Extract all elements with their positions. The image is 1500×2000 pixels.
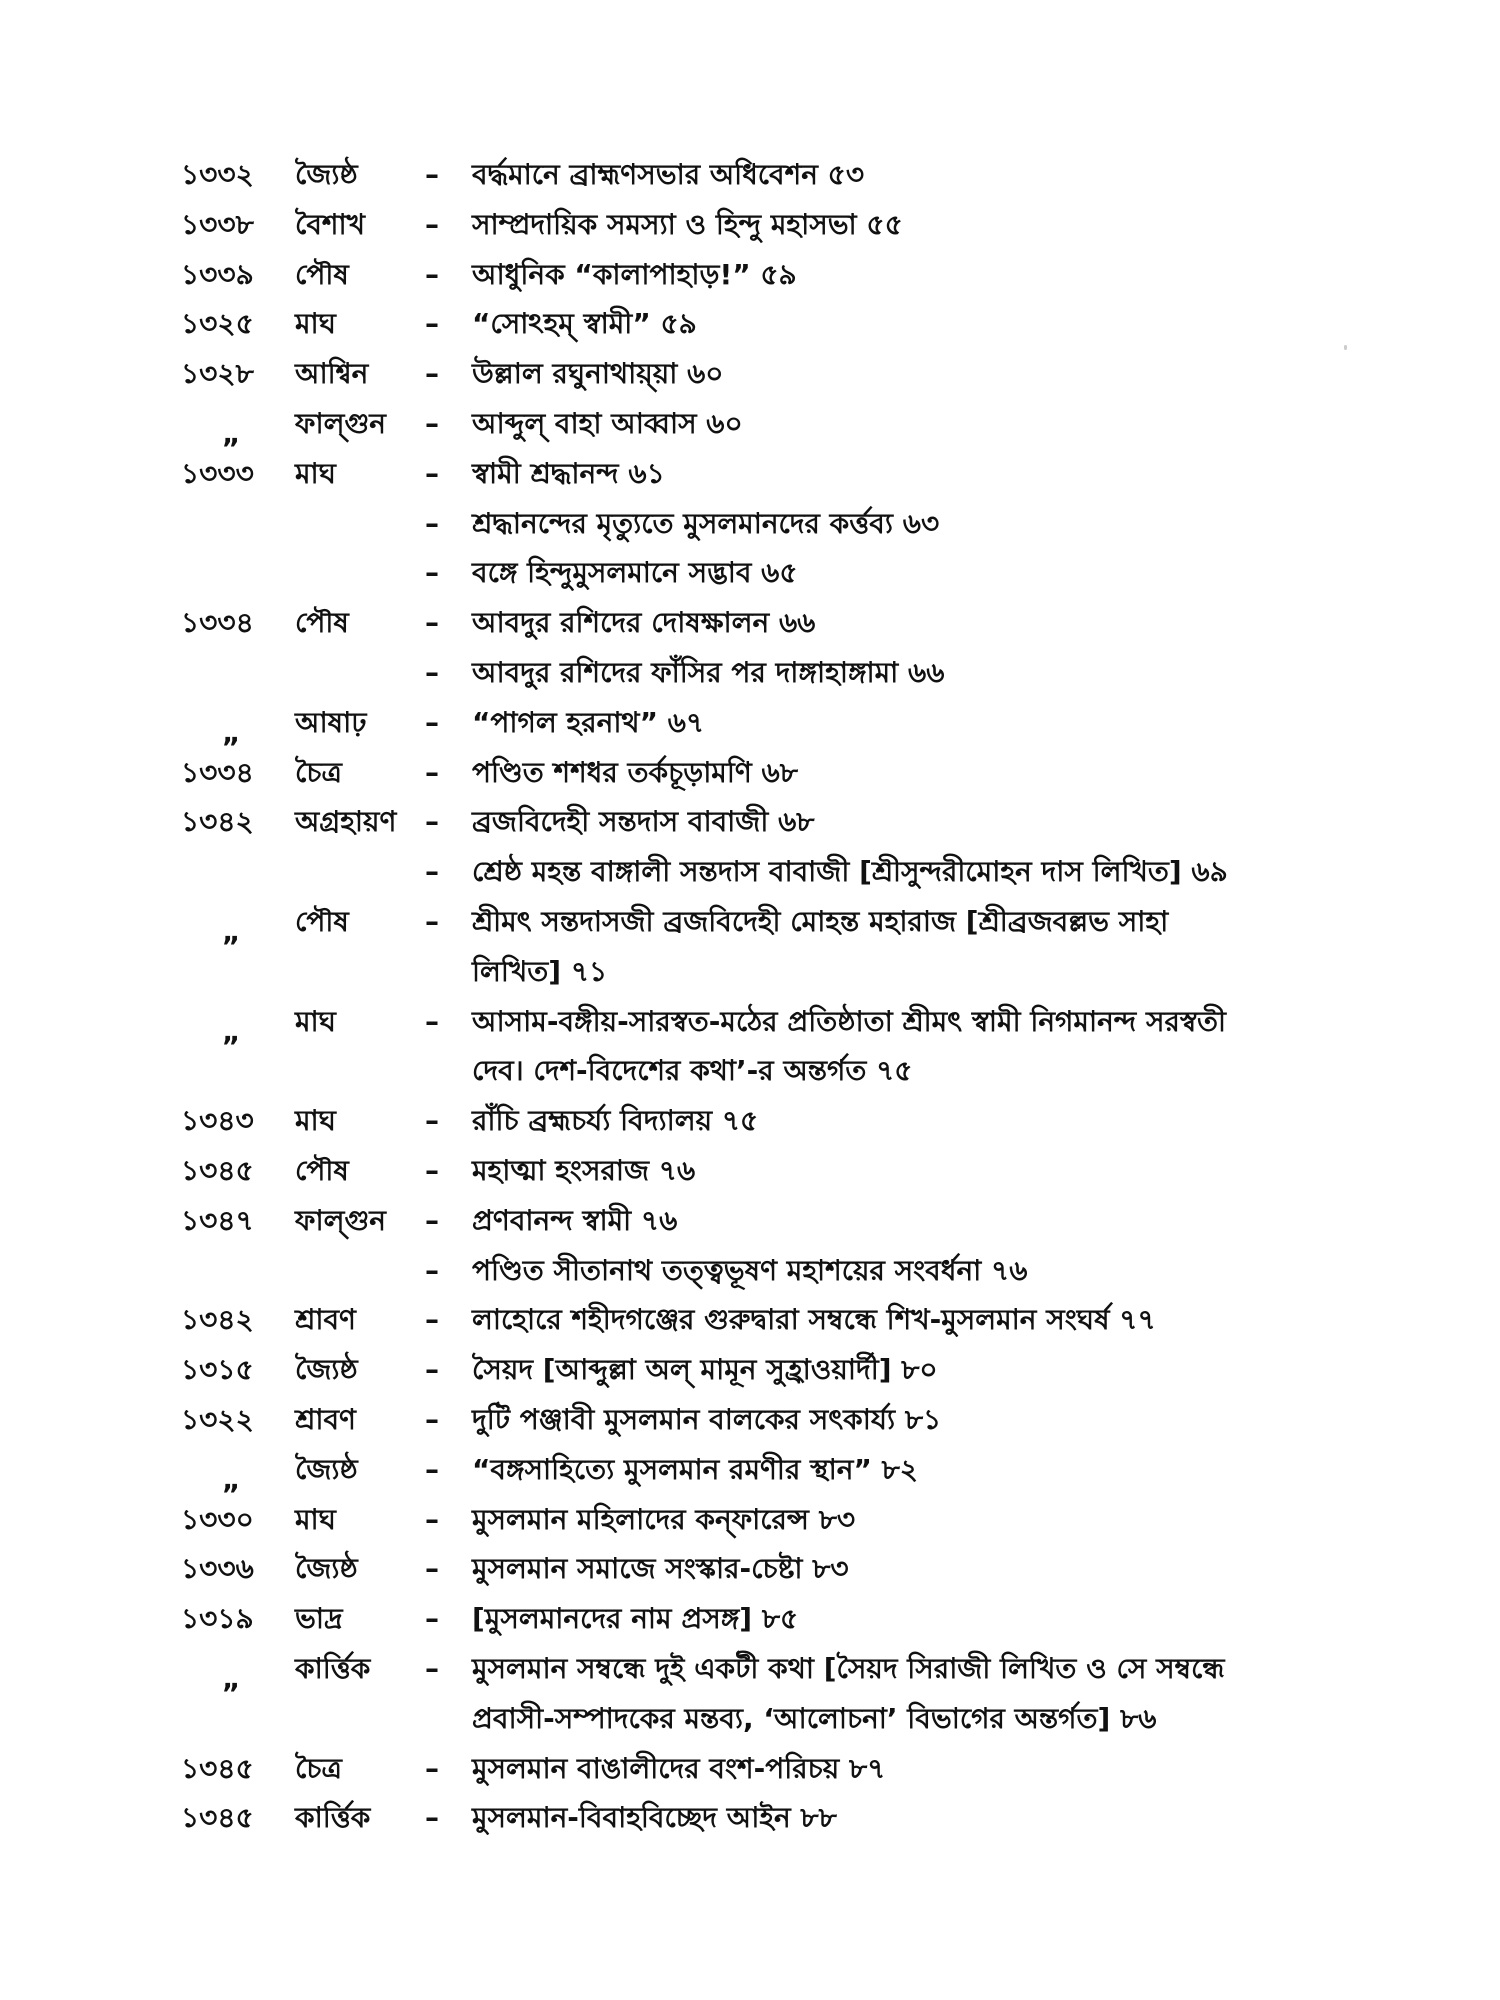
entry-title: স্বামী শ্রদ্ধানন্দ ৬১ bbox=[472, 456, 665, 490]
entry-title: সাম্প্রদায়িক সমস্যা ও হিন্দু মহাসভা ৫৫ bbox=[472, 207, 903, 241]
entry-title: ব্রজবিদেহী সন্তদাস বাবাজী ৬৮ bbox=[472, 805, 815, 839]
entry-dash: – bbox=[425, 357, 439, 391]
entry-title: বঙ্গে হিন্দুমুসলমানে সদ্ভাব ৬৫ bbox=[472, 556, 798, 590]
entry-month: মাঘ bbox=[295, 456, 336, 490]
index-entry bbox=[0, 897, 1500, 947]
entry-dash: – bbox=[425, 1004, 439, 1038]
entry-dash: – bbox=[425, 1801, 439, 1835]
entry-month: কার্ত্তিক bbox=[295, 1801, 371, 1835]
entry-title: মুসলমান সম্বন্ধে দুই একটী কথা [সৈয়দ সিরাজী লিখিত ও সে সম্বন্ধে bbox=[472, 1651, 1225, 1685]
entry-month: জ্যৈষ্ঠ bbox=[295, 158, 358, 191]
index-entry bbox=[0, 698, 1500, 748]
entry-title: রাঁচি ব্রহ্মচর্য্য বিদ্যালয় ৭৫ bbox=[472, 1104, 759, 1138]
entry-title: প্রবাসী-সম্পাদকের মন্তব্য, ‘আলোচনা’ বিভাগের অন্তর্গত] ৮৬ bbox=[472, 1701, 1157, 1735]
entry-year: ১৩৪৭ bbox=[181, 1203, 254, 1237]
entry-year: ১৩১৫ bbox=[181, 1353, 254, 1387]
entry-month: জ্যৈষ্ঠ bbox=[295, 1353, 358, 1387]
entry-dash: – bbox=[425, 1651, 439, 1685]
index-entry bbox=[0, 1544, 1500, 1594]
entry-month: পৌষ bbox=[295, 606, 349, 640]
entry-title: মুসলমান মহিলাদের কন্ফারেন্স ৮৩ bbox=[472, 1502, 856, 1536]
entry-dash: – bbox=[425, 1353, 439, 1387]
entry-month: কার্ত্তিক bbox=[295, 1651, 371, 1685]
entry-month: জ্যৈষ্ঠ bbox=[295, 1552, 358, 1586]
entry-year: ১৩৪২ bbox=[181, 805, 254, 839]
entry-dash: – bbox=[425, 406, 439, 440]
index-entry bbox=[0, 200, 1500, 250]
entry-month: মাঘ bbox=[295, 1502, 336, 1536]
index-entry bbox=[0, 1295, 1500, 1345]
entry-title: আবদুর রশিদের ফাঁসির পর দাঙ্গাহাঙ্গামা ৬৬ bbox=[472, 655, 945, 689]
entry-title: শ্রীমৎ সন্তদাসজী ব্রজবিদেহী মোহন্ত মহারাজ [শ্রীব্রজবল্লভ সাহা bbox=[472, 904, 1169, 938]
entry-year: ১৩২৫ bbox=[181, 307, 254, 341]
entry-dash: – bbox=[425, 1402, 439, 1436]
entry-dash: – bbox=[425, 456, 439, 490]
entry-title: মুসলমান বাঙালীদের বংশ-পরিচয় ৮৭ bbox=[472, 1751, 886, 1785]
entry-dash: – bbox=[425, 1751, 439, 1785]
index-entry-continuation bbox=[0, 947, 1500, 997]
entry-title: মহাত্মা হংসরাজ ৭৬ bbox=[472, 1153, 696, 1187]
index-entry bbox=[0, 499, 1500, 549]
entry-dash: – bbox=[425, 1203, 439, 1237]
entry-dash: – bbox=[425, 1104, 439, 1138]
index-entry bbox=[0, 1445, 1500, 1495]
entry-title: প্রণবানন্দ স্বামী ৭৬ bbox=[472, 1203, 678, 1237]
ditto-mark: „ bbox=[222, 416, 241, 450]
entry-dash: – bbox=[425, 705, 439, 739]
entry-year: ১৩৩২ bbox=[181, 158, 254, 191]
entry-year: ১৩৩৪ bbox=[181, 755, 254, 789]
entry-title: আবদুর রশিদের দোষক্ষালন ৬৬ bbox=[472, 606, 816, 640]
entry-year: ১৩২৮ bbox=[181, 357, 254, 391]
entry-year: ১৩৩৩ bbox=[181, 456, 254, 490]
index-entry bbox=[0, 997, 1500, 1047]
entry-month: মাঘ bbox=[295, 307, 336, 341]
entry-dash: – bbox=[425, 655, 439, 689]
entry-title: লাহোরে শহীদগঞ্জের গুরুদ্বারা সম্বন্ধে শিখ-মুসলমান সংঘর্ষ ৭৭ bbox=[472, 1303, 1156, 1337]
entry-title: “বঙ্গসাহিত্যে মুসলমান রমণীর স্থান” ৮২ bbox=[472, 1452, 918, 1486]
index-entry bbox=[0, 449, 1500, 499]
ditto-mark: „ bbox=[222, 715, 241, 749]
index-entry bbox=[0, 1395, 1500, 1445]
entry-dash: – bbox=[425, 257, 439, 291]
entry-title: মুসলমান-বিবাহবিচ্ছেদ আইন ৮৮ bbox=[472, 1801, 837, 1835]
entry-title: দেব। দেশ-বিদেশের কথা’-র অন্তর্গত ৭৫ bbox=[472, 1054, 913, 1088]
entry-title: সৈয়দ [আব্দুল্লা অল্ মামূন সুহ্রাওয়ার্দী] ৮০ bbox=[472, 1353, 938, 1387]
entry-month: পৌষ bbox=[295, 257, 349, 291]
entry-title: “পাগল হরনাথ” ৬৭ bbox=[472, 705, 705, 739]
index-list bbox=[0, 150, 1500, 1843]
index-entry bbox=[0, 1495, 1500, 1545]
entry-dash: – bbox=[425, 1602, 439, 1636]
index-entry bbox=[0, 648, 1500, 698]
index-entry bbox=[0, 1246, 1500, 1296]
index-entry bbox=[0, 847, 1500, 897]
entry-dash: – bbox=[425, 1303, 439, 1337]
entry-month: ভাদ্র bbox=[295, 1602, 343, 1636]
ditto-mark: „ bbox=[222, 1661, 241, 1695]
entry-year: ১৩৩৯ bbox=[181, 257, 254, 291]
entry-dash: – bbox=[425, 1552, 439, 1586]
entry-dash: – bbox=[425, 904, 439, 938]
entry-month: শ্রাবণ bbox=[295, 1303, 356, 1337]
entry-dash: – bbox=[425, 805, 439, 839]
entry-dash: – bbox=[425, 1253, 439, 1287]
entry-year: ১৩৪৫ bbox=[181, 1153, 254, 1187]
index-entry bbox=[0, 1744, 1500, 1794]
entry-year: ১৩৪৫ bbox=[181, 1751, 254, 1785]
entry-month: শ্রাবণ bbox=[295, 1402, 356, 1436]
index-entry bbox=[0, 250, 1500, 300]
entry-month: আশ্বিন bbox=[295, 357, 369, 391]
entry-year: ১৩৩৮ bbox=[181, 207, 254, 241]
entry-month: মাঘ bbox=[295, 1104, 336, 1138]
entry-dash: – bbox=[425, 207, 439, 241]
index-entry bbox=[0, 748, 1500, 798]
entry-dash: – bbox=[425, 606, 439, 640]
entry-month: আষাঢ় bbox=[295, 705, 367, 739]
index-entry bbox=[0, 1345, 1500, 1395]
entry-dash: – bbox=[425, 1452, 439, 1486]
entry-title: পণ্ডিত শশধর তর্কচূড়ামণি ৬৮ bbox=[472, 755, 798, 789]
ditto-mark: „ bbox=[222, 914, 241, 948]
entry-year: ১৩৩৬ bbox=[181, 1552, 254, 1586]
entry-year: ১৩৪২ bbox=[181, 1303, 254, 1337]
entry-dash: – bbox=[425, 1153, 439, 1187]
index-entry bbox=[0, 299, 1500, 349]
entry-title: আব্দুল্ বাহা আব্বাস ৬০ bbox=[472, 406, 743, 440]
entry-year: ১৩৩৪ bbox=[181, 606, 254, 640]
index-entry-continuation bbox=[0, 1046, 1500, 1096]
entry-month: অগ্রহায়ণ bbox=[295, 805, 397, 839]
entry-title: বর্দ্ধমানে ব্রাহ্মণসভার অধিবেশন ৫৩ bbox=[472, 158, 865, 191]
entry-year: ১৩২২ bbox=[181, 1402, 254, 1436]
entry-year: ১৩৪৫ bbox=[181, 1801, 254, 1835]
index-entry bbox=[0, 1793, 1500, 1843]
entry-title: “সোঽহম্ স্বামী” ৫৯ bbox=[472, 307, 697, 341]
index-entry bbox=[0, 1594, 1500, 1644]
index-entry bbox=[0, 1096, 1500, 1146]
entry-month: মাঘ bbox=[295, 1004, 336, 1038]
index-entry bbox=[0, 598, 1500, 648]
entry-title: শ্রদ্ধানন্দের মৃত্যুতে মুসলমানদের কর্ত্তব্য ৬৩ bbox=[472, 506, 940, 540]
index-entry bbox=[0, 399, 1500, 449]
entry-month: চৈত্র bbox=[295, 1751, 343, 1785]
entry-year: ১৩৪৩ bbox=[181, 1104, 254, 1138]
entry-month: বৈশাখ bbox=[295, 207, 365, 241]
entry-title: আধুনিক “কালাপাহাড়!” ৫৯ bbox=[472, 257, 797, 291]
entry-month: ফাল্গুন bbox=[295, 406, 386, 440]
entry-dash: – bbox=[425, 307, 439, 341]
index-entry bbox=[0, 1196, 1500, 1246]
ditto-mark: „ bbox=[222, 1014, 241, 1048]
entry-year: ১৩১৯ bbox=[181, 1602, 254, 1636]
index-entry bbox=[0, 548, 1500, 598]
entry-dash: – bbox=[425, 1502, 439, 1536]
entry-title: উল্লাল রঘুনাথায়্য়া ৬০ bbox=[472, 357, 724, 391]
entry-dash: – bbox=[425, 556, 439, 590]
entry-dash: – bbox=[425, 855, 439, 889]
entry-title: লিখিত] ৭১ bbox=[472, 954, 608, 988]
entry-dash: – bbox=[425, 506, 439, 540]
index-entry bbox=[0, 1644, 1500, 1694]
entry-title: [মুসলমানদের নাম প্রসঙ্গ] ৮৫ bbox=[472, 1602, 799, 1636]
entry-title: দুটি পঞ্জাবী মুসলমান বালকের সৎকার্য্য ৮১ bbox=[472, 1402, 942, 1436]
entry-month: চৈত্র bbox=[295, 755, 343, 789]
index-entry bbox=[0, 150, 1500, 200]
entry-year: ১৩৩০ bbox=[181, 1502, 254, 1536]
entry-month: পৌষ bbox=[295, 1153, 349, 1187]
entry-title: শ্রেষ্ঠ মহন্ত বাঙ্গালী সন্তদাস বাবাজী [শ্রীসুন্দরীমোহন দাস লিখিত] ৬৯ bbox=[472, 855, 1228, 889]
index-entry bbox=[0, 1146, 1500, 1196]
entry-title: আসাম-বঙ্গীয়-সারস্বত-মঠের প্রতিষ্ঠাতা শ্রীমৎ স্বামী নিগমানন্দ সরস্বতী bbox=[472, 1004, 1226, 1038]
entry-month: জ্যৈষ্ঠ bbox=[295, 1452, 358, 1486]
entry-dash: – bbox=[425, 755, 439, 789]
ditto-mark: „ bbox=[222, 1462, 241, 1496]
entry-month: পৌষ bbox=[295, 904, 349, 938]
entry-title: পণ্ডিত সীতানাথ তত্ত্বভূষণ মহাশয়ের সংবর্ধনা ৭৬ bbox=[472, 1253, 1028, 1287]
index-entry-continuation bbox=[0, 1694, 1500, 1744]
index-entry bbox=[0, 349, 1500, 399]
entry-title: মুসলমান সমাজে সংস্কার-চেষ্টা ৮৩ bbox=[472, 1552, 849, 1586]
entry-dash: – bbox=[425, 158, 439, 191]
index-entry bbox=[0, 797, 1500, 847]
entry-month: ফাল্গুন bbox=[295, 1203, 386, 1237]
